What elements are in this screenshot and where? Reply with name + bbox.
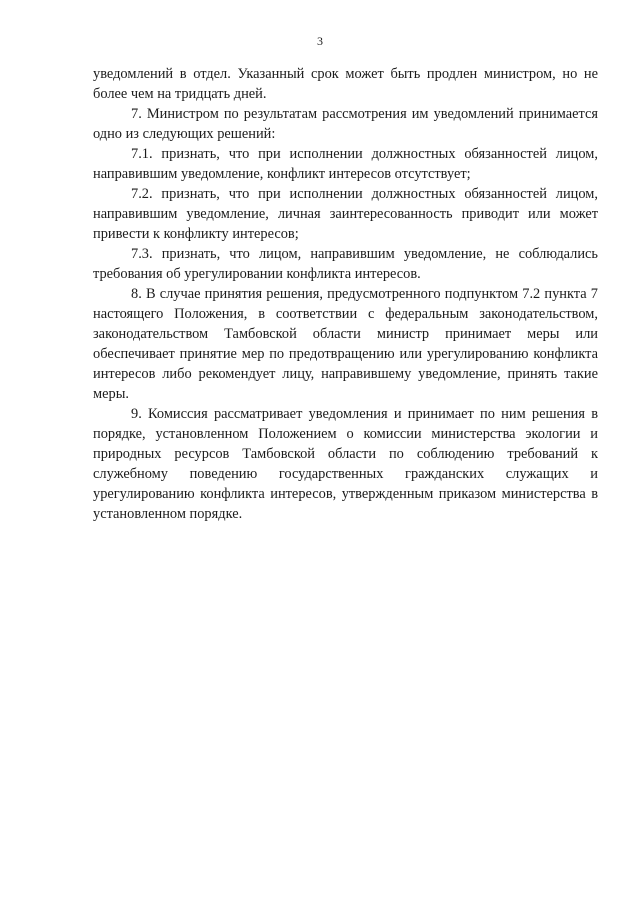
paragraph-item-9: 9. Комиссия рассматривает уведомления и принимает по ним решения в порядке, установленном Положением о комиссии министерства экологии и природных ресурсов Тамбовской области по соблюдению требований к служебному поведению государственных гражданских служащих и урегулированию конфликта интересов, утвержденным приказом министерства в установленном порядке. (93, 406, 598, 522)
paragraph-item-7-1: 7.1. признать, что при исполнении должностных обязанностей лицом, направившим уведомление, конфликт интересов отсутствует; (93, 146, 598, 182)
paragraph-continuation: уведомлений в отдел. Указанный срок может быть продлен министром, но не более чем на тридцать дней. (93, 66, 598, 102)
paragraph-item-8: 8. В случае принятия решения, предусмотренного подпунктом 7.2 пункта 7 настоящего Положения, в соответствии с федеральным законодательством, законодательством Тамбовской области министр принимает меры или обеспечивает принятие мер по предотвращению или урегулированию конфликта интересов либо рекомендует лицу, направившему уведомление, принять такие меры. (93, 286, 598, 402)
page-number: 3 (317, 34, 323, 48)
paragraph-item-7: 7. Министром по результатам рассмотрения им уведомлений принимается одно из следующих решений: (93, 106, 598, 142)
paragraph-item-7-2: 7.2. признать, что при исполнении должностных обязанностей лицом, направившим уведомление, личная заинтересованность приводит или может привести к конфликту интересов; (93, 186, 598, 242)
document-body (93, 64, 598, 524)
paragraph-item-7-3: 7.3. признать, что лицом, направившим уведомление, не соблюдались требования об урегулировании конфликта интересов. (93, 246, 598, 282)
